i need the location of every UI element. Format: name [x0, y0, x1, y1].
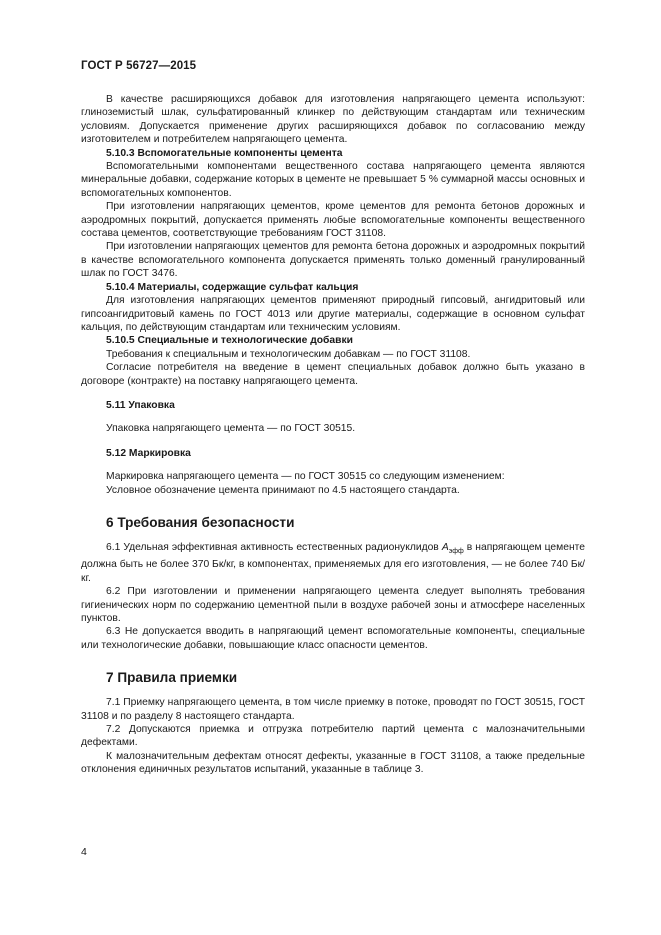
paragraph-expansive-additives: В качестве расширяющихся добавок для изготовления напрягающего цемента используют: глиноземистый шлак, сульфатированный клинкер по действующим стандартам или техническим условиям. Допускается применение других расширяющихся добавок по согласованию между изготовителем и потребителем напрягающего цемента.	[81, 94, 585, 146]
paragraph-auxiliary-definition: Вспомогательными компонентами вещественного состава напрягающего цемента являются минеральные добавки, содержание которых в цементе не превышает 5 % суммарной массы основных и вспомогательных компонентов.	[81, 161, 585, 199]
paragraph-6-2: 6.2 При изготовлении и применении напрягающего цемента следует выполнять требования гигиенических норм по содержанию цементной пыли в воздухе рабочей зоны и атмосфере населенных пунктов.	[81, 586, 585, 624]
paragraph-marking-designation: Условное обозначение цемента принимают по 4.5 настоящего стандарта.	[106, 484, 460, 496]
paragraph-special-additives: Требования к специальным и технологическим добавкам — по ГОСТ 31108.	[106, 348, 471, 360]
subheading-5-12: 5.12 Маркировка	[106, 447, 191, 459]
paragraph-calcium-sulfate: Для изготовления напрягающих цементов применяют природный гипсовый, ангидритовый или гипсоангидритовый камень по ГОСТ 4013 или другие материалы, содержащие в основном сульфат кальция, по действующим стандартам или техническим условиям.	[81, 295, 585, 333]
section-heading-7: 7 Правила приемки	[106, 670, 238, 686]
paragraph-6-3: 6.3 Не допускается вводить в напрягающий цемент вспомогательные компоненты, специальные или технологические добавки, повышающие класс опасности цементов.	[81, 626, 585, 651]
paragraph-7-3: К малозначительным дефектам относят дефекты, указанные в ГОСТ 31108, а также предельные отклонения единичных результатов испытаний, указанные в таблице 3.	[81, 750, 585, 776]
symbol-a-eff: $A_{эфф}$	[441, 541, 464, 555]
subheading-5-10-3: 5.10.3 Вспомогательные компоненты цемента	[106, 147, 343, 159]
paragraph-consumer-consent: Согласие потребителя на введение в цемент специальных добавок должно быть указано в договоре (контракте) на поставку напрягающего цемента.	[81, 362, 585, 387]
section-heading-6: 6 Требования безопасности	[106, 514, 295, 530]
subheading-5-10-4: 5.10.4 Материалы, содержащие сульфат кальция	[106, 281, 359, 293]
paragraph-auxiliary-general: При изготовлении напрягающих цементов, кроме цементов для ремонта бетонов дорожных и аэродромных покрытий, допускается применять любые вспомогательные компоненты вещественного состава цементов, соответствующие требованиям ГОСТ 31108.	[81, 201, 585, 240]
paragraph-marking: Маркировка напрягающего цемента — по ГОСТ 30515 со следующим изменением:	[106, 471, 505, 483]
paragraph-6-1: 6.1 Удельная эффективная активность естественных радионуклидов $A_{эфф}$ в напрягающем цементе должна быть не более 370 Бк/кг, в компонентах, применяемых для его изготовления, — не более 740 Бк/кг.	[81, 541, 585, 584]
paragraph-7-1: 7.1 Приемку напрягающего цемента, в том числе приемку в потоке, проводят по ГОСТ 30515, ГОСТ 31108 и по разделу 8 настоящего стандарта.	[81, 697, 585, 722]
paragraph-packaging: Упаковка напрягающего цемента — по ГОСТ 30515.	[106, 423, 356, 435]
subheading-5-11: 5.11 Упаковка	[106, 399, 175, 411]
subheading-5-10-5: 5.10.5 Специальные и технологические добавки	[106, 335, 353, 347]
document-header: ГОСТ Р 56727—2015	[81, 60, 197, 72]
document-body	[81, 93, 585, 777]
paragraph-auxiliary-repair: При изготовлении напрягающих цементов для ремонта бетона дорожных и аэродромных покрытий в качестве вспомогательного компонента допускается применять только доменный гранулированный шлак по ГОСТ 3476.	[81, 241, 585, 280]
paragraph-7-2: 7.2 Допускаются приемка и отгрузка потребителю партий цемента с малозначительными дефектами.	[81, 724, 585, 749]
page-number: 4	[81, 846, 87, 858]
